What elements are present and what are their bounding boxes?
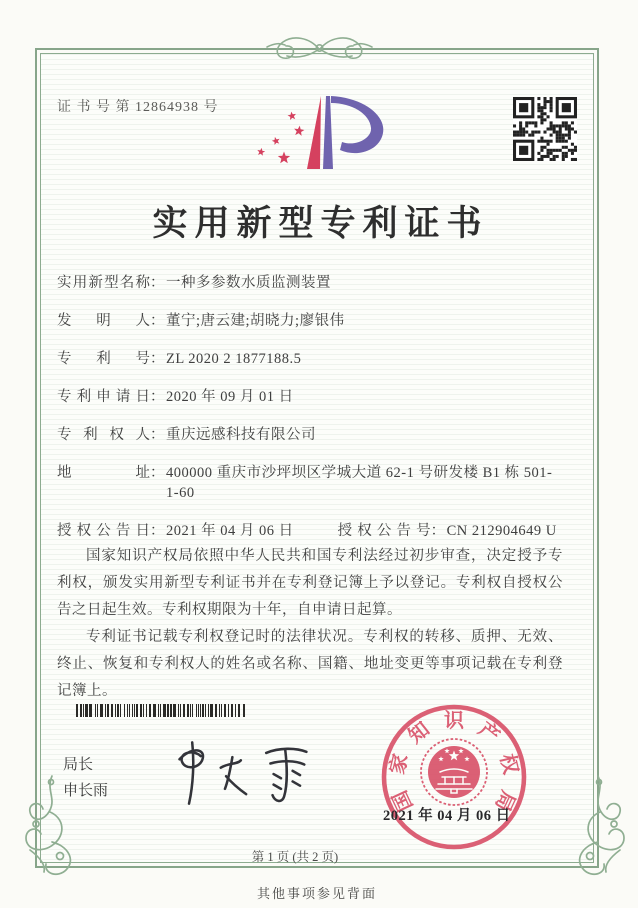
field-label-name: 实用新型名称	[57, 275, 150, 291]
colon: ：	[150, 275, 165, 291]
field-row-patentee	[57, 425, 565, 445]
certificate-fields	[57, 273, 565, 559]
certificate-body	[57, 543, 563, 705]
field-value-patent-no: ZL 2020 2 1877188.5	[166, 351, 302, 367]
field-row-grant	[57, 521, 565, 541]
field-row-address	[57, 463, 565, 503]
signatory-block	[63, 752, 108, 804]
svg-text:局: 局	[490, 786, 519, 815]
certificate-title: 实用新型专利证书	[152, 204, 489, 243]
colon: ：	[150, 465, 165, 481]
field-value-address: 400000 重庆市沙坪坝区学城大道 62-1 号研发楼 B1 栋 501-1-60	[166, 465, 553, 501]
cnipa-logo-icon	[250, 86, 395, 181]
handwritten-signature-icon	[163, 736, 325, 810]
official-seal-icon	[378, 700, 530, 852]
field-row-name	[57, 273, 565, 293]
field-row-filing-date	[57, 387, 565, 407]
signatory-name: 申长雨	[63, 783, 109, 799]
colon: ：	[150, 389, 165, 405]
seal-date: 2021 年 04 月 06 日	[383, 808, 511, 824]
svg-text:产: 产	[474, 718, 504, 748]
signatory-title: 局长	[63, 757, 94, 773]
field-label-patentee: 专利权人	[57, 427, 150, 443]
body-paragraph-1: 国家知识产权局依照中华人民共和国专利法经过初步审查，决定授予专利权，颁发实用新型专利证书并在专利登记簿上予以登记。专利权自授权公告之日起生效。专利权期限为十年，自申请日起算。	[57, 548, 563, 618]
field-label-address: 地址	[57, 465, 150, 481]
field-label-filing-date: 专利申请日	[57, 389, 150, 405]
barcode-icon	[76, 704, 246, 717]
field-row-patent-no	[57, 349, 565, 369]
field-value-name: 一种多参数水质监测装置	[166, 275, 331, 291]
field-row-inventor	[57, 311, 565, 331]
field-value-filing-date: 2020 年 09 月 01 日	[166, 389, 294, 405]
field-label-patent-no: 专利号	[57, 351, 150, 367]
field-value-inventor: 董宁;唐云建;胡晓力;廖银伟	[166, 313, 345, 329]
svg-text:知: 知	[404, 718, 434, 748]
colon: ：	[150, 523, 165, 539]
svg-text:家: 家	[386, 751, 413, 777]
back-note: 其他事项参见背面	[256, 886, 377, 901]
colon: ：	[150, 313, 165, 329]
svg-text:国: 国	[389, 786, 418, 815]
field-label-grant-date: 授权公告日	[57, 523, 150, 539]
field-label-grant-no: 授权公告号	[337, 523, 431, 539]
qr-code-icon	[513, 97, 577, 161]
field-value-patentee: 重庆远感科技有限公司	[166, 427, 316, 443]
svg-text:权: 权	[495, 751, 522, 777]
page-number: 第 1 页 (共 2 页)	[251, 850, 339, 864]
field-value-grant-date: 2021 年 04 月 06 日	[166, 523, 294, 539]
field-label-inventor: 发明人	[57, 313, 150, 329]
colon: ：	[150, 427, 165, 443]
colon: ：	[150, 351, 165, 367]
colon: ：	[430, 523, 446, 539]
certificate-number: 证 书 号 第 12864938 号	[57, 100, 219, 115]
body-paragraph-2: 专利证书记载专利权登记时的法律状况。专利权的转移、质押、无效、终止、恢复和专利权人的姓名或名称、国籍、地址变更等事项记载在专利登记簿上。	[57, 629, 563, 699]
field-value-grant-no: CN 212904649 U	[446, 523, 557, 539]
svg-text:识: 识	[444, 710, 464, 732]
